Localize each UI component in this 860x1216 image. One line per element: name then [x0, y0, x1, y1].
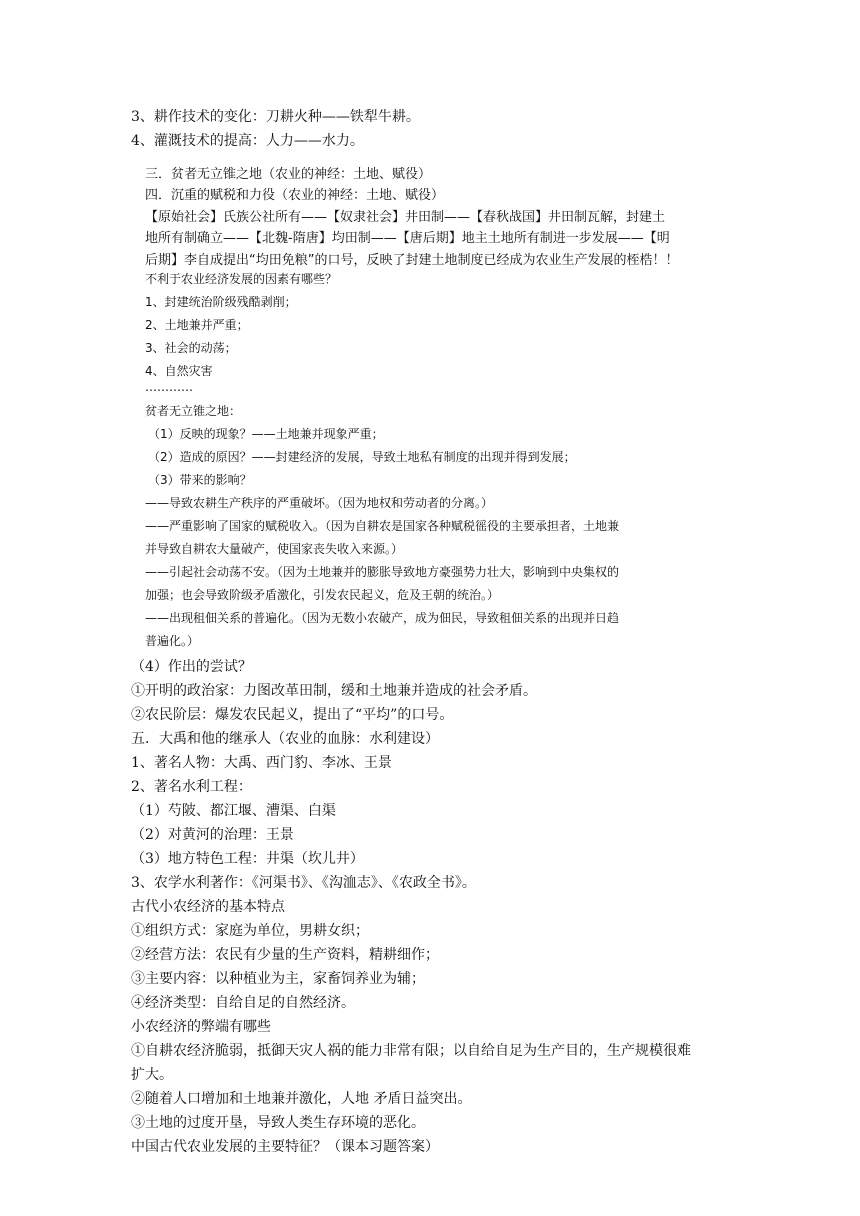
text-line: 1、著名人物：大禹、西门豹、李冰、王景 — [131, 755, 392, 771]
text-line: ④经济类型：自给自足的自然经济。 — [131, 995, 355, 1011]
text-line: 贫者无立锥之地： — [145, 404, 242, 418]
text-line: ——引起社会动荡不安。（因为土地兼并的膨胀导致地方豪强势力壮大，影响到中央集权的 — [145, 565, 620, 579]
text-line: 3、农学水利著作：《河渠书》、《沟洫志》、《农政全书》。 — [131, 875, 476, 891]
text-line: ——出现租佃关系的普遍化。（因为无数小农破产，成为佃民，导致租佃关系的出现并日趋 — [145, 611, 620, 625]
text-line: 中国古代农业发展的主要特征？（课本习题答案） — [131, 1139, 439, 1155]
text-line: 3、社会的动荡； — [145, 341, 237, 355]
text-line: （1）反映的现象？——土地兼并现象严重； — [148, 427, 384, 441]
text-line: （2）造成的原因？——封建经济的发展，导致土地私有制度的出现并得到发展； — [148, 450, 576, 464]
text-line: （3）地方特色工程：井渠（坎儿井） — [131, 851, 364, 867]
text-line: ③土地的过度开垦，导致人类生存环境的恶化。 — [131, 1115, 425, 1131]
text-line: ①组织方式：家庭为单位，男耕女织； — [131, 923, 369, 939]
text-line: ③主要内容：以种植业为主，家畜饲养业为辅； — [131, 971, 425, 987]
section-heading: 五．大禹和他的继承人（农业的血脉：水利建设） — [131, 731, 439, 747]
text-line: 【原始社会】氏族公社所有——【奴隶社会】井田制——【春秋战国】井田制瓦解，封建土 — [145, 210, 666, 225]
text-line: ②农民阶层：爆发农民起义，提出了“平均”的口号。 — [131, 707, 454, 723]
text-line: （1）芍陂、都江堰、漕渠、白渠 — [131, 803, 336, 819]
text-line: 小农经济的弊端有哪些 — [131, 1019, 271, 1035]
text-line: 2、土地兼并严重； — [145, 318, 249, 332]
text-line: 地所有制确立——【北魏-隋唐】均田制——【唐后期】地主土地所有制进一步发展——【明 — [145, 231, 670, 246]
text-line: 4、灌溉技术的提高：人力——水力。 — [131, 133, 364, 149]
text-line: （2）对黄河的治理：王景 — [131, 827, 294, 843]
text-line: 2、著名水利工程： — [131, 779, 252, 795]
text-line: 不利于农业经济发展的因素有哪些？ — [145, 272, 338, 286]
section-heading: 四．沉重的赋税和力役（农业的神经：土地、赋役） — [145, 188, 445, 203]
text-line: （3）带来的影响？ — [148, 473, 252, 487]
text-line: 普遍化。） — [145, 634, 200, 648]
text-line: 古代小农经济的基本特点 — [131, 899, 285, 915]
text-line: 1、封建统治阶级残酷剥削； — [145, 295, 297, 309]
text-line: （4）作出的尝试？ — [131, 659, 252, 675]
text-line: 扩大。 — [131, 1067, 173, 1083]
text-line: 4、自然灾害 — [145, 364, 213, 378]
text-line: ——导致农耕生产秩序的严重破坏。（因为地权和劳动者的分离。） — [145, 496, 494, 510]
text-line: 加强；也会导致阶级矛盾激化，引发农民起义，危及王朝的统治。） — [145, 588, 500, 602]
text-line: ………… — [145, 380, 193, 394]
text-line: 3、耕作技术的变化：刀耕火种——铁犁牛耕。 — [131, 109, 420, 125]
text-line: ①自耕农经济脆弱，抵御天灾人祸的能力非常有限；以自给自足为生产目的，生产规模很难 — [131, 1043, 691, 1059]
text-line: ②经营方法：农民有少量的生产资料，精耕细作； — [131, 947, 439, 963]
section-heading: 三．贫者无立锥之地（农业的神经：土地、赋役） — [145, 167, 432, 182]
text-line: 并导致自耕农大量破产，使国家丧失收入来源。） — [145, 542, 404, 556]
text-line: ——严重影响了国家的赋税收入。（因为自耕农是国家各种赋税徭役的主要承担者，土地兼 — [145, 519, 620, 533]
text-line: ②随着人口增加和土地兼并激化，人地 矛盾日益突出。 — [131, 1091, 472, 1107]
text-line: 后期】李自成提出“均田免粮”的口号，反映了封建土地制度已经成为农业生产发展的桎梏！！ — [145, 253, 679, 268]
text-line: ①开明的政治家：力图改革田制，缓和土地兼并造成的社会矛盾。 — [131, 683, 537, 699]
